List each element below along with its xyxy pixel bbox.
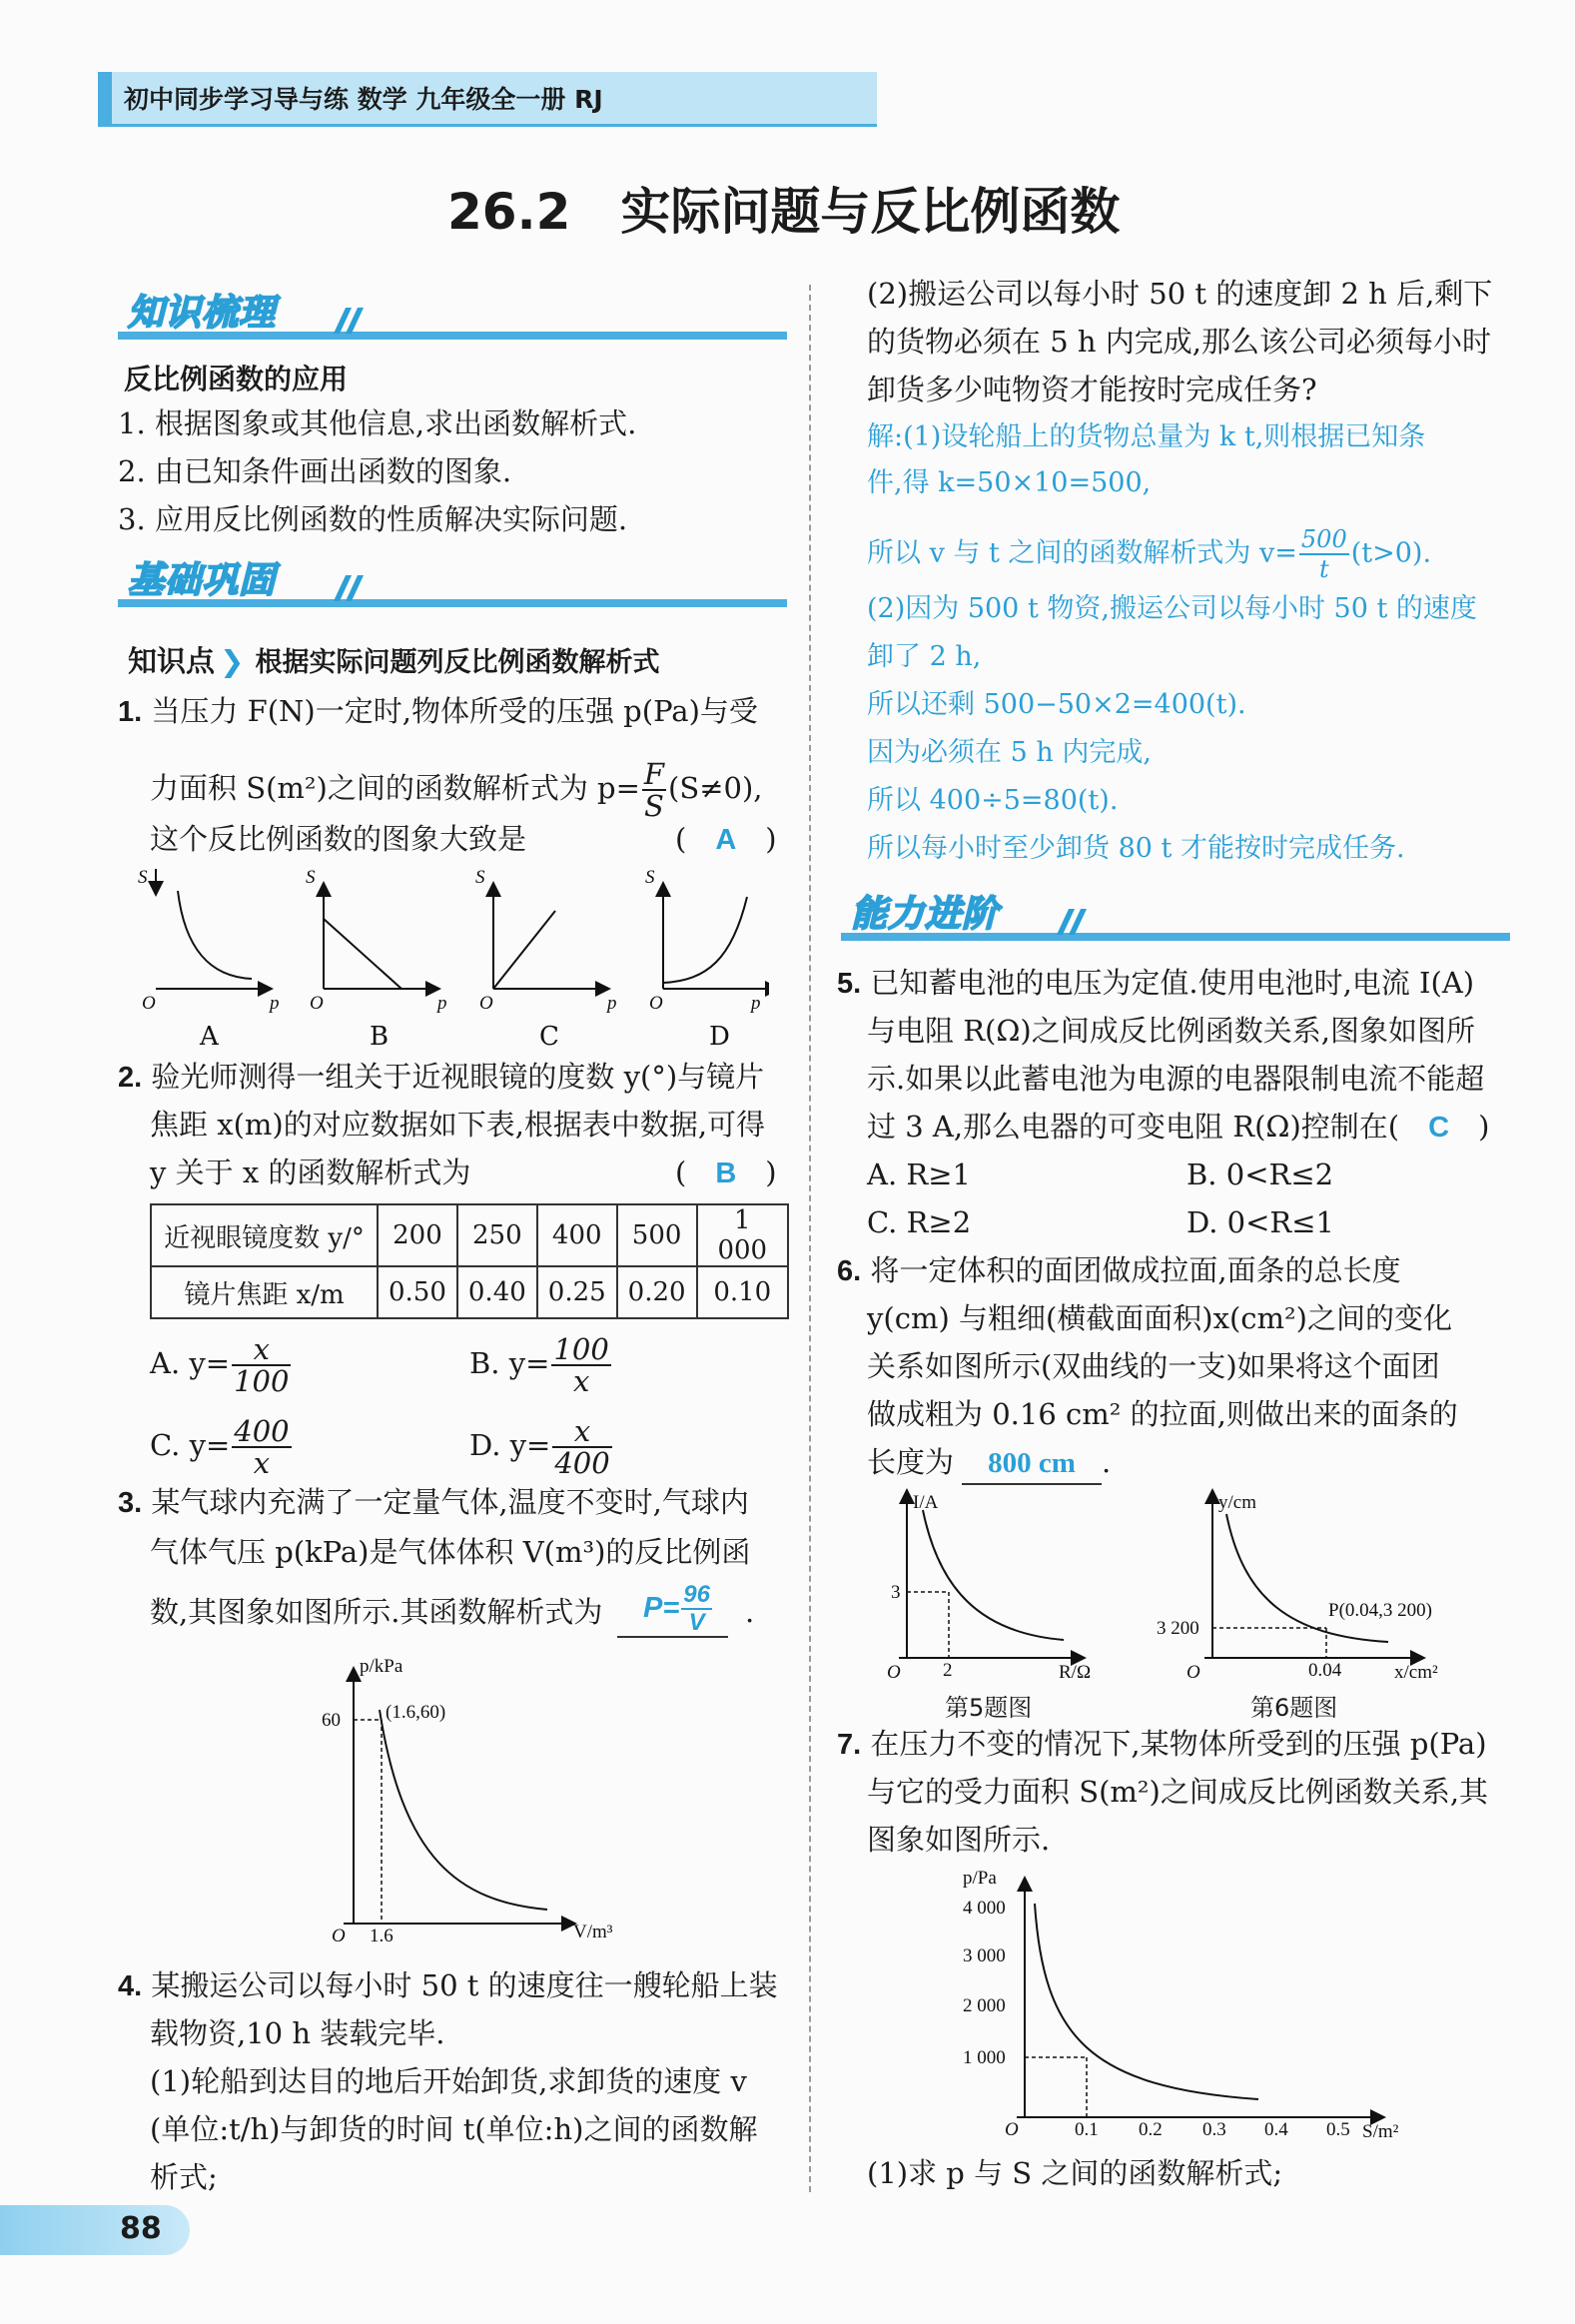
q4-line4: (单位:t/h)与卸货的时间 t(单位:h)之间的函数解	[150, 2112, 758, 2146]
q6-line1: 6. 将一定体积的面团做成拉面,面条的总长度	[837, 1253, 1401, 1287]
q1-axis-y-c: S	[475, 869, 485, 888]
page-title: 26.2 实际问题与反比例函数	[447, 183, 1121, 241]
q2-answer: ( B )	[675, 1156, 777, 1189]
q1-line1: 1. 当压力 F(N)一定时,物体所受的压强 p(Pa)与受	[118, 694, 758, 728]
knowledge-point-row	[128, 639, 660, 680]
q4-part2-line3: 卸货多少吨物资才能按时完成任务?	[867, 373, 1317, 406]
table-row	[151, 1204, 788, 1266]
q4-solution-8: 所以 400÷5=80(t).	[867, 785, 1119, 816]
q3-origin: O	[332, 1926, 346, 1946]
q7-y-tick-2000: 2 000	[963, 1995, 1006, 2016]
table-cell: 0.10	[697, 1266, 788, 1318]
table-cell: 1 000	[697, 1204, 788, 1266]
q1-axis-y-d: S	[645, 869, 655, 888]
knowledge-item-2: 2. 由已知条件画出函数的图象.	[118, 454, 512, 488]
q6-caption: 第6题图	[1250, 1694, 1338, 1722]
q1-label-b: B	[370, 1022, 390, 1052]
q2-option-b: B. y= $\frac{100}{x}$	[469, 1332, 609, 1398]
q2-option-c: C. y= $\frac{400}{x}$	[150, 1414, 290, 1480]
q2-line1: 2. 验光师测得一组关于近视眼镜的度数 y(°)与镜片	[118, 1060, 765, 1094]
header-tab	[98, 72, 112, 124]
q7-graph	[959, 1868, 1418, 2147]
q6-line3: 关系如图所示(双曲线的一支)如果将这个面团	[867, 1349, 1440, 1383]
q5-line4: 过 3 A,那么电器的可变电阻 R(Ω)控制在( C )	[867, 1110, 1490, 1144]
q1-origin-b: O	[310, 993, 324, 1014]
q2-line3: y 关于 x 的函数解析式为	[150, 1156, 471, 1189]
q7-origin: O	[1005, 2119, 1019, 2140]
q6-point-label: P(0.04,3 200)	[1328, 1600, 1432, 1621]
q4-solution-5: 卸了 2 h,	[867, 641, 982, 672]
q7-line3: 图象如图所示.	[867, 1823, 1051, 1857]
section-basics-title: 基础巩固	[128, 560, 277, 601]
q1-line3: 这个反比例函数的图象大致是	[150, 822, 527, 856]
q1-label-c: C	[539, 1022, 559, 1052]
q4-solution-6: 所以还剩 500−50×2=400(t).	[867, 689, 1246, 720]
table-cell: 0.25	[537, 1266, 617, 1318]
section-knowledge-title: 知识梳理	[128, 293, 277, 334]
knowledge-item-1: 1. 根据图象或其他信息,求出函数解析式.	[118, 406, 637, 440]
q7-y-tick-3000: 3 000	[963, 1945, 1006, 1966]
q1-graph-a	[156, 869, 266, 989]
q5-x-label: R/Ω	[1059, 1662, 1092, 1683]
q4-solution-3: 所以 v 与 t 之间的函数解析式为 v= $\frac{500}{t}$ (t>0).	[867, 525, 1432, 583]
q5-line1: 5. 已知蓄电池的电压为定值.使用电池时,电流 I(A)	[837, 966, 1475, 1000]
knowledge-point-label: 知识点	[128, 644, 216, 678]
q1-label-d: D	[709, 1022, 730, 1052]
q6-y-tick: 3 200	[1157, 1618, 1199, 1639]
table-cell: 500	[617, 1204, 697, 1266]
q1-graph-d	[663, 889, 769, 989]
q4-solution-1: 解:(1)设轮船上的货物总量为 k t,则根据已知条	[867, 421, 1426, 452]
table-row	[151, 1266, 788, 1318]
section-advanced-title: 能力进阶	[851, 894, 1000, 935]
q7-y-label: p/Pa	[963, 1868, 997, 1889]
q1-axis-x-c: p	[607, 993, 617, 1014]
q5-option-c: C. R≥2	[867, 1205, 972, 1239]
q3-x-label: V/m³	[573, 1922, 613, 1942]
q4-solution-4: (2)因为 500 t 物资,搬运公司以每小时 50 t 的速度	[867, 593, 1477, 624]
q6-line4: 做成粗为 0.16 cm² 的拉面,则做出来的面条的	[867, 1397, 1458, 1431]
q3-line2: 气体气压 p(kPa)是气体体积 V(m³)的反比例函	[150, 1535, 751, 1569]
q4-solution-7: 因为必须在 5 h 内完成,	[867, 737, 1152, 768]
q2-option-a: A. y= $\frac{x}{100}$	[150, 1332, 290, 1398]
q4-part2-line2: 的货物必须在 5 h 内完成,那么该公司必须每小时	[867, 325, 1492, 359]
q5-option-b: B. 0<R≤2	[1186, 1158, 1334, 1191]
q7-y-tick-4000: 4 000	[963, 1898, 1006, 1919]
q3-y-label: p/kPa	[360, 1658, 403, 1677]
section-advanced-banner	[841, 893, 1510, 941]
table-cell: 250	[457, 1204, 537, 1266]
knowledge-point-title: 根据实际问题列反比例函数解析式	[255, 647, 660, 678]
q1-answer: ( A )	[675, 822, 777, 856]
header-title: 初中同步学习导与练 数学 九年级全一册 RJ	[124, 85, 603, 114]
q1-axis-y-b: S	[306, 869, 316, 888]
q6-line5: 长度为 800 cm .	[867, 1442, 1111, 1485]
chevron-right-icon: ❯	[220, 644, 245, 678]
q3-y-tick: 60	[322, 1710, 341, 1731]
q1-axis-y-a: S	[138, 869, 148, 888]
q3-line3: 数,其图象如图所示.其函数解析式为	[150, 1595, 603, 1629]
q1-line2: 力面积 S(m²)之间的函数解析式为 p= $\frac{F}{S}$ (S≠0),	[150, 757, 763, 823]
q5-line3: 示.如果以此蓄电池为电源的电器限制电流不能超	[867, 1062, 1485, 1096]
q5-option-a: A. R≥1	[867, 1158, 971, 1191]
table-cell: 200	[378, 1204, 457, 1266]
q3-x-tick: 1.6	[370, 1926, 394, 1946]
table-cell: 0.20	[617, 1266, 697, 1318]
q1-graph-c	[493, 889, 603, 989]
q2-line2: 焦距 x(m)的对应数据如下表,根据表中数据,可得	[150, 1108, 766, 1142]
q6-origin: O	[1186, 1662, 1200, 1683]
table-cell: 0.50	[378, 1266, 457, 1318]
column-divider	[809, 285, 811, 2192]
q7-x-tick-0.5: 0.5	[1326, 2119, 1350, 2140]
q5-y-label: I/A	[913, 1492, 939, 1513]
q3-answer: P= $\frac{96}{V}$	[617, 1582, 728, 1638]
section-knowledge-banner	[118, 292, 787, 340]
q5-caption: 第5题图	[945, 1694, 1033, 1722]
q2-option-d: D. y= $\frac{x}{400}$	[469, 1414, 610, 1480]
q6-x-label: x/cm²	[1394, 1662, 1438, 1683]
q7-x-tick-0.3: 0.3	[1202, 2119, 1226, 2140]
q6-graph	[1149, 1488, 1448, 1688]
table-cell: 镜片焦距 x/m	[151, 1266, 378, 1318]
page-number: 88	[120, 2211, 162, 2246]
q1-axis-x-a: p	[270, 993, 280, 1014]
q5-graph	[879, 1488, 1109, 1688]
q3-line1: 3. 某气球内充满了一定量气体,温度不变时,气球内	[118, 1485, 749, 1519]
q3-graph	[318, 1658, 647, 1947]
q7-part1: (1)求 p 与 S 之间的函数解析式;	[867, 2156, 1283, 2190]
q1-origin-a: O	[142, 993, 156, 1014]
q5-x-tick: 2	[943, 1660, 953, 1681]
q4-line1: 4. 某搬运公司以每小时 50 t 的速度往一艘轮船上装	[118, 1968, 778, 2002]
section-basics-banner	[118, 559, 787, 607]
q7-x-tick-0.2: 0.2	[1139, 2119, 1163, 2140]
q3-point-label: (1.6,60)	[386, 1702, 446, 1723]
q4-solution-9: 所以每小时至少卸货 80 t 才能按时完成任务.	[867, 833, 1405, 864]
q5-y-tick: 3	[891, 1582, 901, 1603]
q4-line3: (1)轮船到达目的地后开始卸货,求卸货的速度 v	[150, 2064, 747, 2098]
q4-line5: 析式;	[150, 2160, 218, 2194]
q5-line2: 与电阻 R(Ω)之间成反比例函数关系,图象如图所	[867, 1014, 1475, 1048]
q7-x-tick-0.4: 0.4	[1264, 2119, 1288, 2140]
table-cell: 400	[537, 1204, 617, 1266]
knowledge-item-3: 3. 应用反比例函数的性质解决实际问题.	[118, 502, 628, 536]
table-cell: 近视眼镜度数 y/°	[151, 1204, 378, 1266]
q2-table	[150, 1203, 789, 1319]
q1-axis-x-b: p	[437, 993, 447, 1014]
q7-x-label: S/m²	[1362, 2121, 1399, 2142]
q5-origin: O	[887, 1662, 901, 1683]
q6-answer: 800 cm	[962, 1443, 1102, 1485]
q4-solution-2: 件,得 k=50×10=500,	[867, 467, 1152, 498]
q6-line2: y(cm) 与粗细(横截面面积)x(cm²)之间的变化	[867, 1301, 1452, 1335]
q3-curve	[380, 1710, 547, 1910]
q1-label-a: A	[200, 1022, 219, 1052]
q7-y-tick-1000: 1 000	[963, 2047, 1006, 2068]
q7-line1: 7. 在压力不变的情况下,某物体所受到的压强 p(Pa)	[837, 1727, 1487, 1761]
knowledge-heading: 反比例函数的应用	[124, 363, 349, 395]
table-cell: 0.40	[457, 1266, 537, 1318]
q1-origin-d: O	[649, 993, 663, 1014]
q7-x-tick-0.1: 0.1	[1075, 2119, 1099, 2140]
q7-line2: 与它的受力面积 S(m²)之间成反比例函数关系,其	[867, 1775, 1489, 1809]
q4-part2-line1: (2)搬运公司以每小时 50 t 的速度卸 2 h 后,剩下	[867, 277, 1493, 311]
q6-y-label: y/cm	[1218, 1492, 1256, 1513]
q1-graph-b	[324, 889, 433, 989]
q1-origin-c: O	[479, 993, 493, 1014]
q5-option-d: D. 0<R≤1	[1186, 1205, 1334, 1239]
q6-x-tick: 0.04	[1308, 1660, 1342, 1681]
q4-line2: 载物资,10 h 装载完毕.	[150, 2016, 445, 2050]
q1-axis-x-d: p	[751, 993, 761, 1014]
